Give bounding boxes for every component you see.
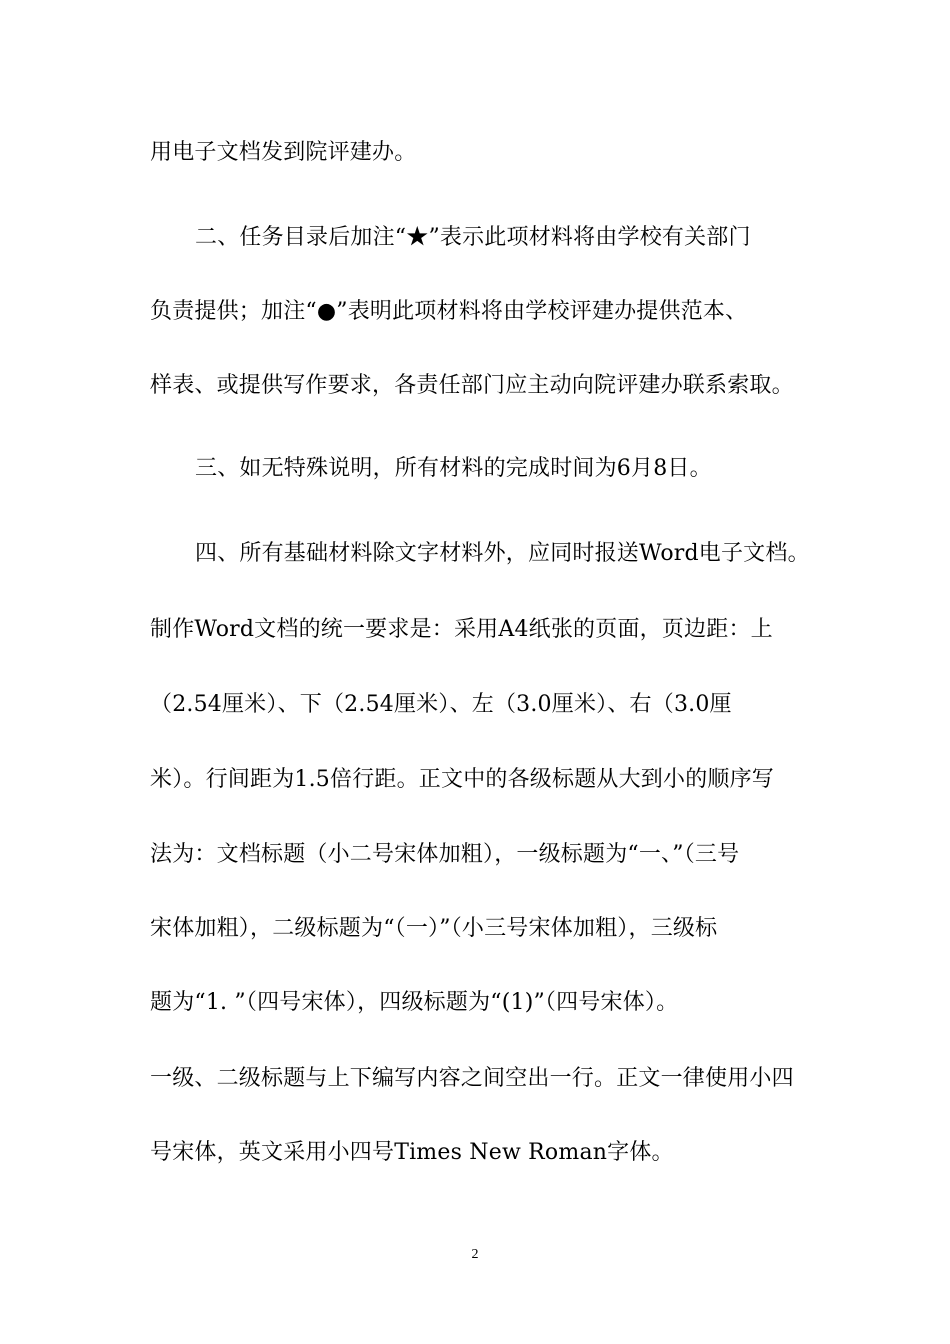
paragraph-line: 四、所有基础材料除文字材料外，应同时报送Word电子文档。 (195, 541, 810, 566)
paragraph-line: 米）。行间距为1.5倍行距。正文中的各级标题从大到小的顺序写 (150, 767, 774, 792)
paragraph-line: 宋体加粗），二级标题为“（一）”（小三号宋体加粗），三级标 (150, 916, 718, 941)
paragraph-line: 三、如无特殊说明，所有材料的完成时间为6月8日。 (195, 456, 712, 481)
paragraph-line: 用电子文档发到院评建办。 (150, 140, 417, 165)
paragraph-line: 号宋体，英文采用小四号Times New Roman字体。 (150, 1140, 674, 1165)
paragraph-line: 制作Word文档的统一要求是：采用A4纸张的页面，页边距：上 (150, 617, 773, 642)
paragraph-line: 题为“1. ”（四号宋体），四级标题为“(1)”（四号宋体）。 (150, 990, 679, 1015)
paragraph-line: 法为：文档标题（小二号宋体加粗），一级标题为“一、”（三号 (150, 842, 740, 867)
paragraph-line: 一级、二级标题与上下编写内容之间空出一行。正文一律使用小四 (150, 1066, 794, 1091)
paragraph-line: （2.54厘米）、下（2.54厘米）、左（3.0厘米）、右（3.0厘 (150, 692, 732, 717)
paragraph-line: 二、任务目录后加注“★”表示此项材料将由学校有关部门 (195, 225, 751, 250)
paragraph-line: 负责提供；加注“●”表明此项材料将由学校评建办提供范本、 (150, 299, 748, 324)
paragraph-line: 样表、或提供写作要求，各责任部门应主动向院评建办联系索取。 (150, 373, 794, 398)
page-number: 2 (471, 1247, 479, 1262)
